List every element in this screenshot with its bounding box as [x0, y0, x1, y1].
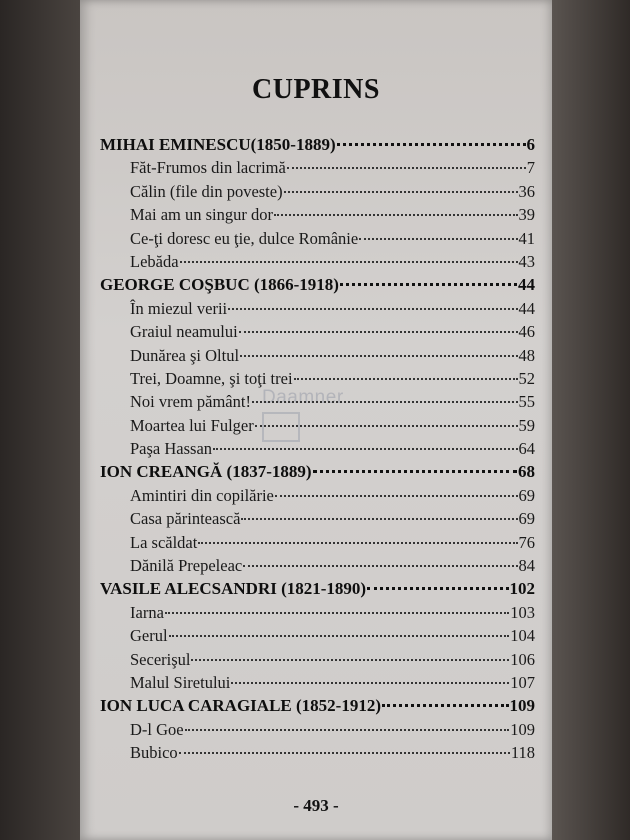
- toc-entry-label: ION LUCA CARAGIALE (1852-1912): [100, 696, 381, 716]
- toc-entry-label: Paşa Hassan: [130, 439, 213, 459]
- dot-leader: [287, 167, 526, 169]
- toc-work-row: [100, 346, 535, 369]
- toc-page-number: 46: [518, 322, 535, 342]
- toc-work-row: [100, 509, 535, 532]
- toc-page-number: 48: [518, 345, 535, 365]
- toc-author-row: [100, 579, 535, 602]
- toc-author-row: [100, 275, 535, 298]
- dot-leader: [337, 143, 526, 146]
- toc-page-number: 41: [518, 228, 535, 248]
- toc-page-number: 76: [518, 532, 535, 552]
- toc-author-row: [100, 462, 535, 485]
- dot-leader: [252, 401, 518, 403]
- dot-leader: [340, 283, 517, 286]
- toc-author-row: [100, 135, 535, 158]
- toc-work-row: [100, 322, 535, 345]
- toc-work-row: [100, 299, 535, 322]
- dot-leader: [191, 659, 509, 661]
- toc-page-number: 109: [509, 696, 535, 716]
- toc-page-number: 7: [526, 158, 535, 178]
- toc-entry-label: ION CREANGĂ (1837-1889): [100, 462, 312, 482]
- toc-entry-label: Trei, Doamne, şi toţi trei: [130, 368, 293, 388]
- toc-page-number: 52: [518, 368, 535, 388]
- toc-page-number: 44: [518, 275, 535, 295]
- toc-work-row: [100, 486, 535, 509]
- dot-leader: [228, 308, 517, 310]
- dot-leader: [255, 425, 518, 427]
- toc-work-row: [100, 556, 535, 579]
- toc-work-row: [100, 369, 535, 392]
- toc-work-row: [100, 603, 535, 626]
- toc-entry-label: Gerul: [130, 626, 168, 646]
- toc-entry-label: Casa părintească: [130, 509, 241, 529]
- dot-leader: [165, 612, 509, 614]
- toc-page-number: 107: [510, 672, 535, 692]
- toc-page-number: 102: [509, 579, 535, 599]
- toc-entry-label: Ce-ţi doresc eu ţie, dulce Românie: [130, 228, 359, 248]
- dot-leader: [275, 495, 518, 497]
- toc-entry-label: În miezul verii: [130, 298, 228, 318]
- dot-leader: [213, 448, 517, 450]
- toc-page-number: 109: [510, 719, 535, 739]
- toc-page-number: 59: [518, 415, 535, 435]
- toc-entry-label: Călin (file din poveste): [130, 181, 283, 201]
- dot-leader: [274, 214, 518, 216]
- toc-entry-label: Dănilă Prepeleac: [130, 556, 243, 576]
- toc-work-row: [100, 229, 535, 252]
- toc-work-row: [100, 673, 535, 696]
- toc-work-row: [100, 650, 535, 673]
- toc-entry-label: Malul Siretului: [130, 672, 231, 692]
- toc-page-number: 69: [518, 485, 535, 505]
- toc-work-row: [100, 205, 535, 228]
- dot-leader: [239, 331, 518, 333]
- toc-entry-label: Iarna: [130, 602, 164, 622]
- page-number: - 493 -: [293, 796, 339, 815]
- toc-entry-label: Secerişul: [130, 649, 191, 669]
- page-title: CUPRINS: [252, 74, 380, 105]
- toc-page-number: 36: [518, 181, 535, 201]
- toc-entry-label: GEORGE COŞBUC (1866-1918): [100, 275, 339, 295]
- toc-entry-label: La scăldat: [130, 532, 198, 552]
- toc-page-number: 64: [518, 439, 535, 459]
- dot-leader: [231, 682, 509, 684]
- toc-page-number: 69: [518, 509, 535, 529]
- toc-work-row: [100, 720, 535, 743]
- dot-leader: [313, 470, 517, 473]
- toc-entry-label: Moartea lui Fulger: [130, 415, 254, 435]
- toc-entry-label: Dunărea şi Oltul: [130, 345, 240, 365]
- dot-leader: [179, 752, 510, 754]
- watermark: Daamner: [262, 387, 344, 408]
- toc-entry-label: D-l Goe: [130, 719, 184, 739]
- toc-entry-label: Amintiri din copilărie: [130, 485, 274, 505]
- dot-leader: [241, 518, 517, 520]
- toc-work-row: [100, 533, 535, 556]
- dot-leader: [180, 261, 518, 263]
- toc-page-number: 84: [518, 556, 535, 576]
- toc-entry-label: Făt-Frumos din lacrimă: [130, 158, 286, 178]
- dot-leader: [382, 704, 509, 707]
- toc-page-number: 68: [518, 462, 535, 482]
- toc-entry-label: Bubico: [130, 743, 178, 763]
- toc-page-number: 6: [526, 135, 535, 154]
- toc-entry-label: Noi vrem pământ!: [130, 392, 251, 412]
- toc-work-row: [100, 626, 535, 649]
- toc-author-row: [100, 696, 535, 719]
- toc-page-number: 118: [510, 743, 535, 763]
- background-right: [552, 0, 630, 840]
- table-of-contents: [100, 135, 535, 767]
- toc-work-row: [100, 743, 535, 766]
- toc-work-row: [100, 158, 535, 181]
- toc-entry-label: Graiul neamului: [130, 322, 238, 342]
- toc-work-row: [100, 252, 535, 275]
- toc-page-number: 55: [518, 392, 535, 412]
- toc-entry-label: MIHAI EMINESCU(1850-1889): [100, 135, 336, 154]
- toc-page-number: 103: [510, 602, 535, 622]
- dot-leader: [169, 635, 510, 637]
- dot-leader: [198, 542, 517, 544]
- toc-work-row: [100, 392, 535, 415]
- dot-leader: [185, 729, 510, 731]
- toc-page-number: 39: [518, 205, 535, 225]
- dot-leader: [240, 355, 517, 357]
- toc-work-row: [100, 416, 535, 439]
- toc-work-row: [100, 439, 535, 462]
- dot-leader: [367, 587, 508, 590]
- dot-leader: [294, 378, 518, 380]
- toc-entry-label: Mai am un singur dor: [130, 205, 273, 225]
- toc-page-number: 106: [510, 649, 535, 669]
- dot-leader: [243, 565, 517, 567]
- toc-work-row: [100, 182, 535, 205]
- dot-leader: [284, 191, 518, 193]
- toc-page-number: 44: [518, 298, 535, 318]
- toc-page-number: 104: [510, 626, 535, 646]
- dot-leader: [359, 238, 517, 240]
- toc-page-number: 43: [518, 251, 535, 271]
- background-left: [0, 0, 80, 840]
- toc-entry-label: VASILE ALECSANDRI (1821-1890): [100, 579, 367, 599]
- toc-entry-label: Lebăda: [130, 251, 179, 271]
